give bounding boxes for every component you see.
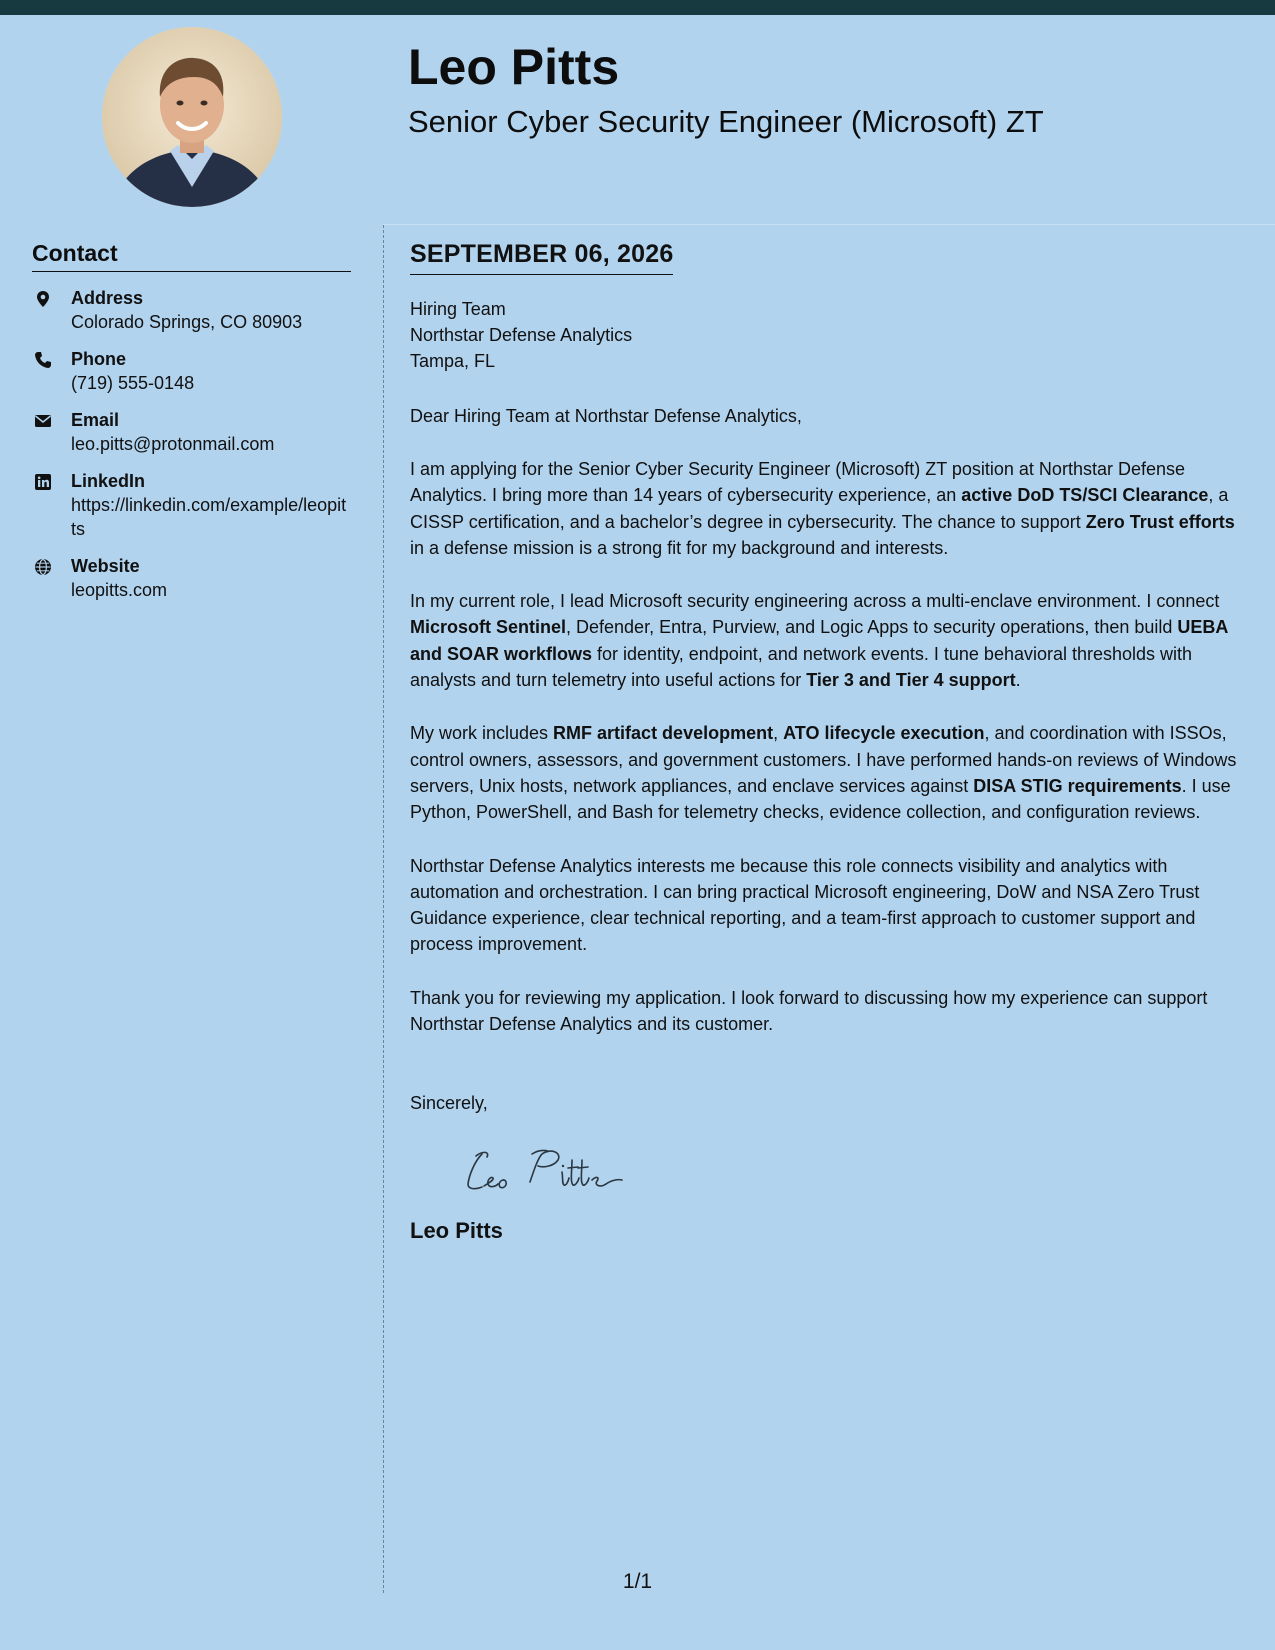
emphasized-phrase: Tier 3 and Tier 4 support [806,670,1016,691]
linkedin-icon [34,473,52,491]
website-label: Website [71,556,140,576]
text-run: in a defense mission is a strong fit for my background and interests. [410,537,949,558]
letter-paragraph [410,853,1252,958]
top-accent-bar [0,0,1275,15]
contact-heading: Contact [32,240,351,272]
address-value: Colorado Springs, CO 80903 [71,312,303,332]
text-run: I am applying for the Senior Cyber Security Engineer (Microsoft) ZT position at Northstar Defense Analytics. I bring more than 14 years of cybersecurity experience, an [410,459,1186,506]
letter-paragraph [410,720,1252,825]
header-divider [383,224,1275,225]
text-run: Northstar Defense Analytics interests me because this role connects visibility and analytics with automation and orchestration. I can bring practical Microsoft engineering, DoW and NSA Zero Trust Guidance experience, clear technical reporting, and a team-first approach to customer support and process improvement. [410,855,1200,955]
column-divider [383,225,384,1593]
contact-sidebar [32,240,351,615]
phone-icon [34,351,52,369]
website-value[interactable]: leopitts.com [71,580,168,600]
emphasized-phrase: RMF artifact development [553,723,774,744]
text-run: , [773,723,784,744]
cover-letter [410,240,1252,1244]
letter-paragraph [410,456,1252,561]
letter-body [410,456,1252,1037]
globe-icon [34,558,52,576]
text-run: , a CISSP certification, and a bachelor’s degree in cybersecurity. The chance to support [410,485,1229,532]
text-run: . [1015,670,1021,691]
closing: Sincerely, [410,1093,488,1114]
salutation: Dear Hiring Team at Northstar Defense Analytics, [410,406,802,426]
emphasized-phrase: active DoD TS/SCI Clearance [961,485,1209,506]
email-label: Email [71,410,120,430]
text-run: My work includes [410,723,554,744]
handwritten-signature [460,1142,630,1198]
contact-address [32,286,351,334]
emphasized-phrase: DISA STIG requirements [973,775,1182,796]
recipient-line: Northstar Defense Analytics [410,325,633,345]
letter-date: SEPTEMBER 06, 2026 [410,240,673,275]
contact-website [32,554,351,602]
linkedin-value[interactable]: https://linkedin.com/example/leopitts [71,495,347,539]
linkedin-label: LinkedIn [71,471,146,491]
job-title: Senior Cyber Security Engineer (Microsoft) ZT [408,104,1044,139]
candidate-name: Leo Pitts [408,39,620,95]
text-run: , and coordination with ISSOs, control owners, assessors, and government customers. I have performed hands-on reviews of Windows servers, Unix hosts, network appliances, and enclave services against [410,723,1237,796]
contact-phone [32,347,351,395]
recipient-block [410,296,1252,374]
phone-value: (719) 555-0148 [71,373,195,393]
text-run: , Defender, Entra, Purview, and Logic Apps to security operations, then build [566,617,1178,638]
emphasized-phrase: ATO lifecycle execution [783,723,985,744]
text-run: Thank you for reviewing my application. I look forward to discussing how my experience can support Northstar Defense Analytics and its customer. [410,987,1208,1035]
emphasized-phrase: Microsoft Sentinel [410,617,567,638]
recipient-line: Tampa, FL [410,351,496,371]
contact-email [32,408,351,456]
contact-linkedin [32,469,351,541]
profile-photo [102,27,282,207]
recipient-line: Hiring Team [410,299,506,319]
text-run: In my current role, I lead Microsoft security engineering across a multi-enclave environment. I connect [410,591,1220,612]
emphasized-phrase: UEBA and SOAR workflows [410,617,1228,664]
address-label: Address [71,288,144,308]
page-number: 1/1 [622,1570,653,1593]
envelope-icon [34,412,52,430]
signer-name: Leo Pitts [410,1218,503,1244]
letter-paragraph [410,588,1252,693]
text-run: . I use Python, PowerShell, and Bash for telemetry checks, evidence collection, and configuration reviews. [410,775,1231,823]
phone-label: Phone [71,349,127,369]
map-pin-icon [34,290,52,308]
text-run: for identity, endpoint, and network events. I tune behavioral thresholds with analysts and turn telemetry into useful actions for [410,643,1193,691]
emphasized-phrase: Zero Trust efforts [1085,511,1235,532]
letter-paragraph [410,985,1252,1038]
email-value[interactable]: leo.pitts@protonmail.com [71,434,275,454]
